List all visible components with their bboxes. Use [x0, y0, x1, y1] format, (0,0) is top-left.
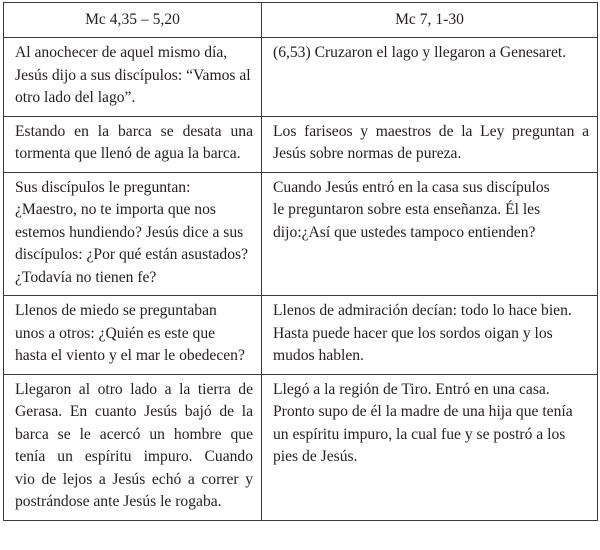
- cell-mc7: [262, 374, 598, 520]
- text-line: Jesús dijo a sus discípulos: “Vamos al: [15, 66, 251, 84]
- text-line: Al anochecer de aquel mismo día,: [15, 44, 228, 61]
- column-header-mc7: Mc 7, 1-30: [262, 3, 598, 38]
- cell-mc4: [4, 374, 262, 520]
- comparison-table: [3, 2, 598, 521]
- text-line: discípulos: ¿Por qué están asustados?: [15, 246, 249, 263]
- text-line: estemos hundiendo? Jesús dice a sus: [15, 223, 244, 241]
- text-line: un espíritu impuro, la cual fue y se postró a los: [273, 425, 566, 443]
- text-line: postrándose ante Jesús le rogaba.: [15, 493, 222, 510]
- cell-mc4: [4, 38, 262, 117]
- text-line: Estando en la barca se desata una: [15, 122, 253, 140]
- text-line: dijo:¿Así que ustedes tampoco entienden?: [273, 223, 536, 241]
- column-header-mc4: Mc 4,35 – 5,20: [4, 3, 262, 38]
- text-line: ¿Maestro, no te importa que nos: [15, 201, 216, 218]
- text-line: tenía un espíritu impuro. Cuando: [15, 448, 253, 465]
- text-line: le preguntaron sobre esta enseñanza. Él les: [273, 201, 541, 218]
- cell-mc7: [262, 172, 598, 296]
- table-row: [4, 172, 598, 296]
- text-line: Gerasa. En cuanto Jesús bajó de la: [15, 403, 253, 420]
- cell-mc7: [262, 38, 598, 117]
- text-line: Llegaron al otro lado a la tierra de: [15, 380, 253, 398]
- table-row: [4, 116, 598, 172]
- text-line: Cuando Jesús entró en la casa sus discípulos: [273, 178, 550, 196]
- text-line: barca se le acercó un hombre que: [15, 425, 253, 443]
- text-line: Pronto supo de él la madre de una hija que tenía: [273, 403, 573, 420]
- text-line: Llenos de miedo se preguntaban: [15, 302, 217, 319]
- text-line: Los fariseos y maestros de la Ley preguntan a: [273, 122, 589, 140]
- text-line: tormenta que llenó de agua la barca.: [15, 145, 241, 162]
- text-line: ¿Todavía no tienen fe?: [15, 268, 157, 286]
- cell-mc4: [4, 172, 262, 296]
- table-row: [4, 296, 598, 375]
- text-line: Llenos de admiración decían: todo lo hace bien.: [273, 302, 572, 319]
- text-line: unos a otros: ¿Quién es este que: [15, 324, 216, 342]
- cell-mc4: [4, 116, 262, 172]
- text-line: pies de Jesús.: [273, 448, 358, 465]
- table-header-row: [4, 3, 598, 38]
- text-line: Sus discípulos le preguntan:: [15, 178, 191, 196]
- cell-mc4: [4, 296, 262, 375]
- cell-mc7: [262, 296, 598, 375]
- text-line: (6,53) Cruzaron el lago y llegaron a Genesaret.: [273, 44, 567, 61]
- text-line: Llegó a la región de Tiro. Entró en una casa.: [273, 380, 550, 398]
- text-line: Hasta puede hacer que los sordos oigan y los: [273, 324, 553, 342]
- cell-mc7: [262, 116, 598, 172]
- text-line: mudos hablen.: [273, 347, 364, 364]
- table-row: [4, 38, 598, 117]
- text-line: hasta el viento y el mar le obedecen?: [15, 347, 245, 364]
- text-line: otro lado del lago”.: [15, 89, 136, 106]
- table-row: [4, 374, 598, 520]
- text-line: vio de lejos a Jesús echó a correr y: [15, 470, 253, 488]
- text-line: Jesús sobre normas de pureza.: [273, 145, 462, 162]
